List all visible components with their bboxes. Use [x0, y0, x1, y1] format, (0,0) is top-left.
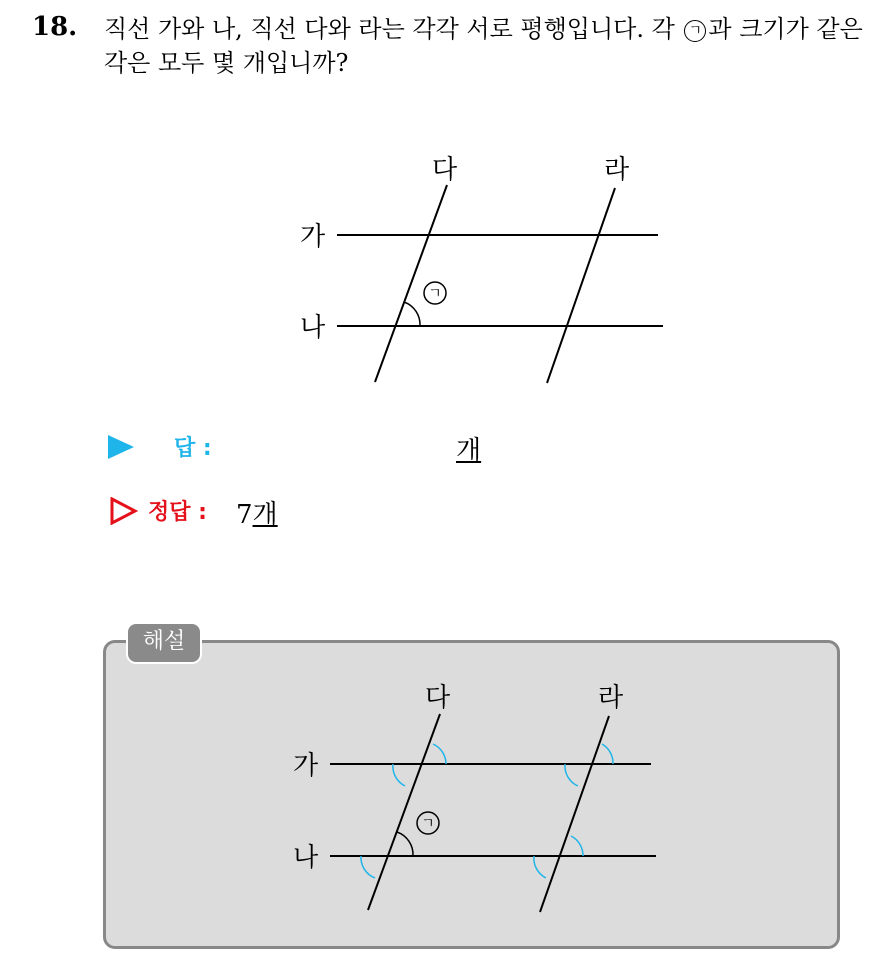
label-ga: 가	[300, 222, 326, 252]
label-na: 나	[300, 313, 326, 343]
answer-unit: 개	[456, 436, 482, 466]
answer-label: 답 :	[174, 436, 212, 461]
sol-line-ra	[540, 716, 609, 912]
solution-tab: 해설	[126, 622, 202, 664]
correct-value: 7	[236, 500, 253, 530]
equal-angle-arc	[361, 856, 375, 878]
label-da: 다	[432, 155, 458, 185]
label-ra: 라	[604, 155, 630, 185]
question-number: 18.	[32, 12, 78, 42]
sol-label-da: 다	[425, 683, 451, 713]
question-text-part2: 과 크기가 같은 각은 모두 몇 개입니까?	[104, 15, 863, 77]
correct-label: 정답 :	[148, 500, 207, 525]
question-text-part1: 직선 가와 나, 직선 다와 라는 각각 서로 평행입니다. 각	[104, 15, 675, 43]
angle-marker: ㄱ	[684, 20, 706, 42]
equal-angle-arc	[534, 856, 546, 878]
angle-marker-label: ㄱ	[428, 286, 442, 302]
sol-angle-arc	[397, 832, 413, 856]
sol-label-ga: 가	[293, 751, 319, 781]
sol-label-na: 나	[293, 843, 319, 873]
correct-unit: 개	[252, 500, 278, 530]
sol-angle-marker-label: ㄱ	[421, 816, 435, 832]
sol-label-ra: 라	[598, 683, 624, 713]
equal-angle-arc	[602, 744, 613, 764]
equal-angle-arc	[393, 764, 405, 786]
equal-angle-arc	[433, 744, 446, 764]
equal-angle-arc	[565, 764, 578, 786]
equal-angle-arc	[571, 836, 583, 856]
